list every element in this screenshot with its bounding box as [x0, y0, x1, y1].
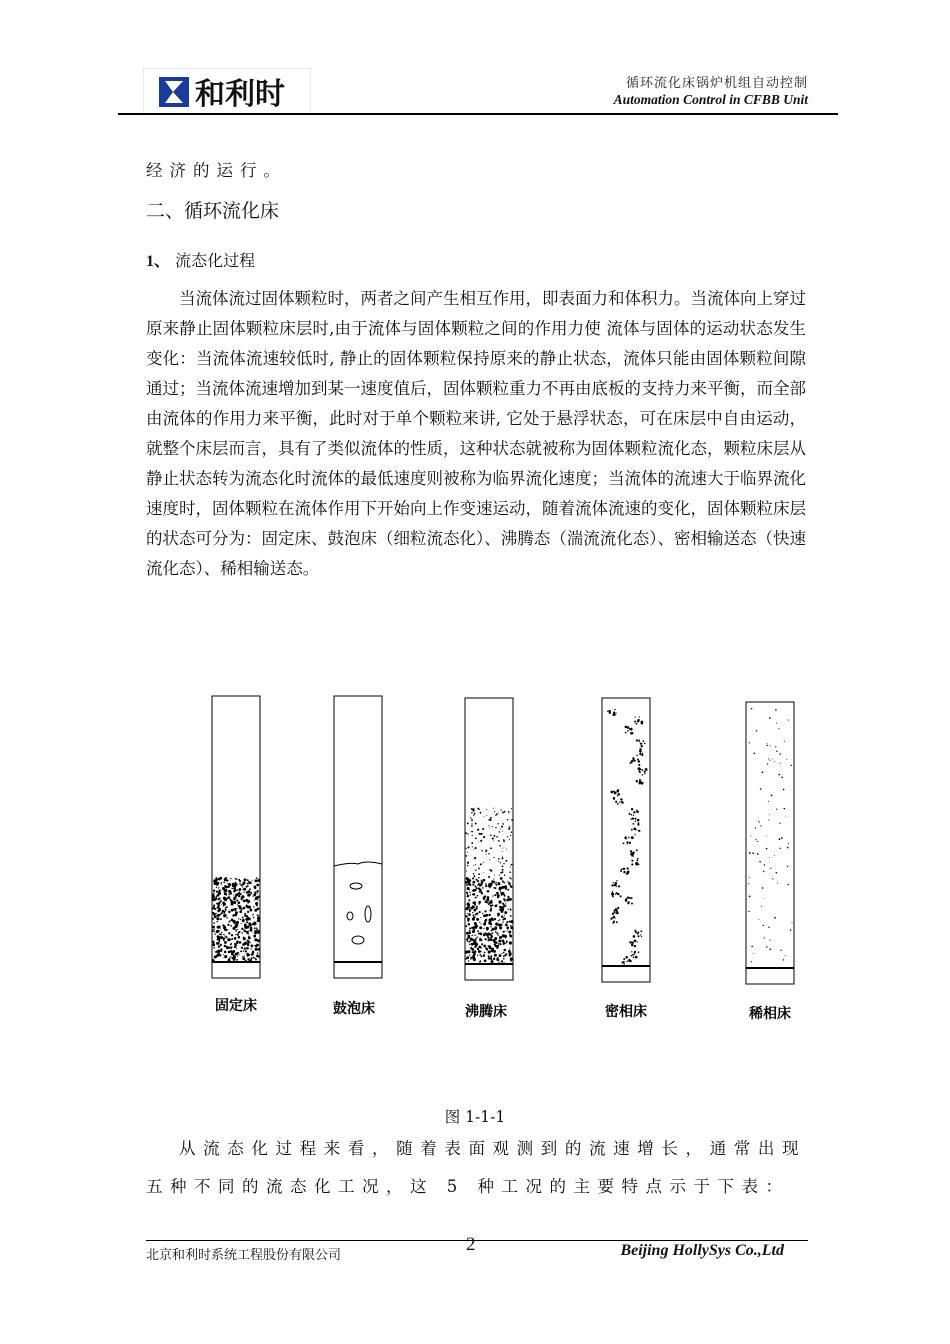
sub-heading-text: 流态化过程 [175, 251, 256, 270]
company-logo [143, 68, 311, 114]
sub-heading-number: 1、 [146, 253, 171, 270]
footer-rule [146, 1240, 808, 1241]
header-rule [118, 113, 838, 115]
label-bubbling-bed: 鼓泡床 [333, 1001, 375, 1017]
fluidization-figure [190, 688, 810, 1028]
paragraph-fluidization-process: 当流体流过固体颗粒时，两者之间产生相互作用，即表面力和体积力。当流体向上穿过原来静止固体颗粒床层时,由于流体与固体颗粒之间的作用力使 流体与固体的运动状态发生变化：当流体流速较低时, 静止的固体颗粒保持原来的静止状态，流体只能由固体颗粒间隙通过；当流体流速增加到某一速度值后，固体颗粒重力不再由底板的支持力来平衡，而全部由流体的作用力来平衡，此时对于单个颗粒来讲, 它处于悬浮状态，可在床层中自由运动，就整个床层而言，具有了类似流体的性质，这种状态就被称为固体颗粒流化态，颗粒床层从静止状态转为流态化时流体的最低速度则被称为临界流化速度；当流体的流速大于临界流化速度时，固体颗粒在流体作用下开始向上作变速运动，随着流体流速的变化，固体颗粒床层的状态可分为：固定床、鼓泡床（细粒流态化）、沸腾态（湍流流化态）、密相输送态（快速流化态）、稀相输送态。 [146, 289, 806, 578]
sub-heading [146, 250, 255, 273]
tube-fixed-bed [212, 696, 260, 978]
tube-dilute-phase [746, 702, 794, 984]
footer-company: 北京和利时系统工程股份有限公司 [146, 1248, 342, 1263]
label-fixed-bed: 固定床 [215, 998, 257, 1014]
tube-boiling-bed [465, 698, 514, 980]
header-title: 循环流化床锅炉机组自动控制 [625, 76, 808, 91]
figure-caption: 图 1-1-1 [444, 1108, 506, 1126]
intro-end-text: 经济的运行。 [146, 161, 287, 180]
label-boiling-bed: 沸腾床 [465, 1004, 507, 1020]
header-subtitle: Automation Control in CFBB Unit [613, 92, 808, 107]
section-heading: 二、循环流化床 [146, 200, 280, 222]
tube-bubbling-bed [334, 696, 382, 978]
page-number: 2 [466, 1234, 476, 1255]
logo-text: 和利时 [195, 77, 285, 112]
paragraph-five-regimes: 从流态化过程来看，随着表面观测到的流速增长，通常出现五种不同的流态化工况，这 5 种工况的主要特点示于下表： [146, 1139, 806, 1196]
label-dilute-phase-bed: 稀相床 [749, 1006, 791, 1022]
footer-english-name: Beijing HollySys Co.,Ltd [620, 1242, 784, 1259]
label-dense-phase-bed: 密相床 [605, 1004, 647, 1020]
tube-dense-phase [602, 698, 650, 982]
